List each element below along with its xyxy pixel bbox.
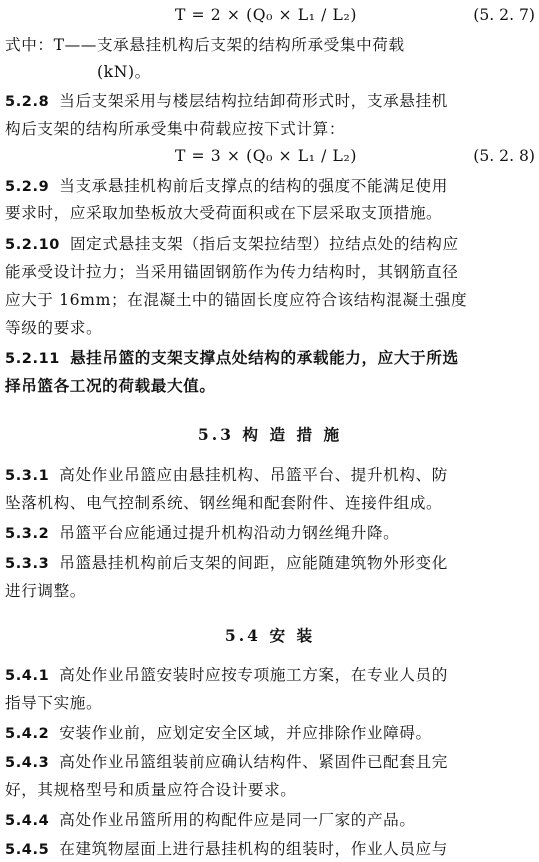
clause-5-2-10 (5, 233, 459, 255)
clause-text: 高处作业吊篮组装前应确认结构件、紧固件已配套且完 (59, 753, 448, 771)
clause-number: 5.4.2 (5, 726, 50, 742)
clause-number: 5.3.2 (5, 526, 50, 542)
clause-number: 5.2.11 (5, 351, 60, 367)
paragraph-line: 要求时，应采取加垫板放大受荷面积或在下层采取支顶措施。 (5, 204, 443, 222)
paragraph-line: 坠落机构、电气控制系统、钢丝绳和配套附件、连接件组成。 (5, 494, 443, 512)
clause-number: 5.2.10 (5, 237, 60, 253)
formula-5-2-8 (175, 145, 357, 167)
clause-text: 高处作业吊篮应由悬挂机构、吊篮平台、提升机构、防 (59, 466, 448, 484)
clause-number: 5.3.1 (5, 468, 50, 484)
paragraph-line: 等级的要求。 (5, 319, 103, 337)
paragraph-line: 指导下实施。 (5, 694, 103, 712)
clause-number: 5.3.3 (5, 556, 50, 572)
clause-5-2-8 (5, 90, 448, 112)
clause-5-3-2 (5, 522, 399, 544)
clause-5-4-2 (5, 722, 432, 744)
formula-5-2-7 (175, 4, 357, 26)
formula-explanation-cont: (kN)。 (97, 63, 151, 81)
paragraph-line: 进行调整。 (5, 582, 86, 600)
equation-number: (5. 2. 8) (473, 147, 535, 165)
paragraph-line: 择吊篮各工况的荷载最大值。 (5, 376, 216, 395)
clause-text: 高处作业吊篮安装时应按专项施工方案，在专业人员的 (59, 666, 448, 684)
clause-number: 5.4.4 (5, 813, 50, 829)
clause-5-4-4 (5, 809, 416, 831)
clause-5-3-1 (5, 464, 448, 486)
clause-5-3-3 (5, 552, 448, 574)
clause-number: 5.4.3 (5, 755, 50, 771)
equation-number: (5. 2. 7) (473, 6, 535, 24)
clause-text: 当支承悬挂机构前后支撑点的结构的强度不能满足使用 (59, 177, 448, 195)
clause-text: 吊篮悬挂机构前后支架的间距，应能随建筑物外形变化 (59, 554, 448, 572)
clause-number: 5.4.5 (5, 842, 50, 858)
clause-text: 安装作业前，应划定安全区域，并应排除作业障碍。 (59, 724, 432, 742)
clause-text: 吊篮平台应能通过提升机构沿动力钢丝绳升降。 (59, 524, 400, 542)
clause-text: 固定式悬挂支架（指后支架拉结型）拉结点处的结构应 (69, 235, 459, 253)
clause-5-4-3 (5, 751, 448, 773)
paragraph-line: 应大于 16mm；在混凝土中的锚固长度应符合该结构混凝土强度 (5, 291, 468, 309)
clause-number: 5.4.1 (5, 668, 50, 684)
clause-text: 悬挂吊篮的支架支撑点处结构的承载能力，应大于所选 (69, 348, 459, 367)
clause-5-2-9 (5, 175, 448, 197)
clause-5-4-5 (5, 838, 448, 860)
section-heading-5-4: 5.4 安 装 (224, 626, 316, 645)
clause-text: 高处作业吊篮所用的构配件应是同一厂家的产品。 (59, 811, 416, 829)
clause-5-4-1 (5, 664, 448, 686)
paragraph-line: 构后支架的结构所承受集中荷载应按下式计算： (5, 120, 346, 138)
section-heading-5-3: 5.3 构 造 措 施 (197, 425, 343, 444)
clause-text: 在建筑物屋面上进行悬挂机构的组装时，作业人员应与 (59, 840, 448, 858)
formula-explanation: 式中：T——支承悬挂机构后支架的结构所承受集中荷载 (5, 36, 405, 54)
clause-text: 当后支架采用与楼层结构拉结卸荷形式时，支承悬挂机 (59, 92, 448, 110)
paragraph-line: 好，其规格型号和质量应符合设计要求。 (5, 781, 297, 799)
formula-text: T = 2 × (Q₀ × L₁ / L₂) (175, 6, 358, 24)
paragraph-line: 能承受设计拉力；当采用锚固钢筋作为传力结构时，其钢筋直径 (5, 263, 459, 281)
clause-number: 5.2.9 (5, 179, 50, 195)
clause-number: 5.2.8 (5, 94, 50, 110)
clause-5-2-11 (5, 347, 459, 369)
formula-text: T = 3 × (Q₀ × L₁ / L₂) (175, 147, 358, 165)
